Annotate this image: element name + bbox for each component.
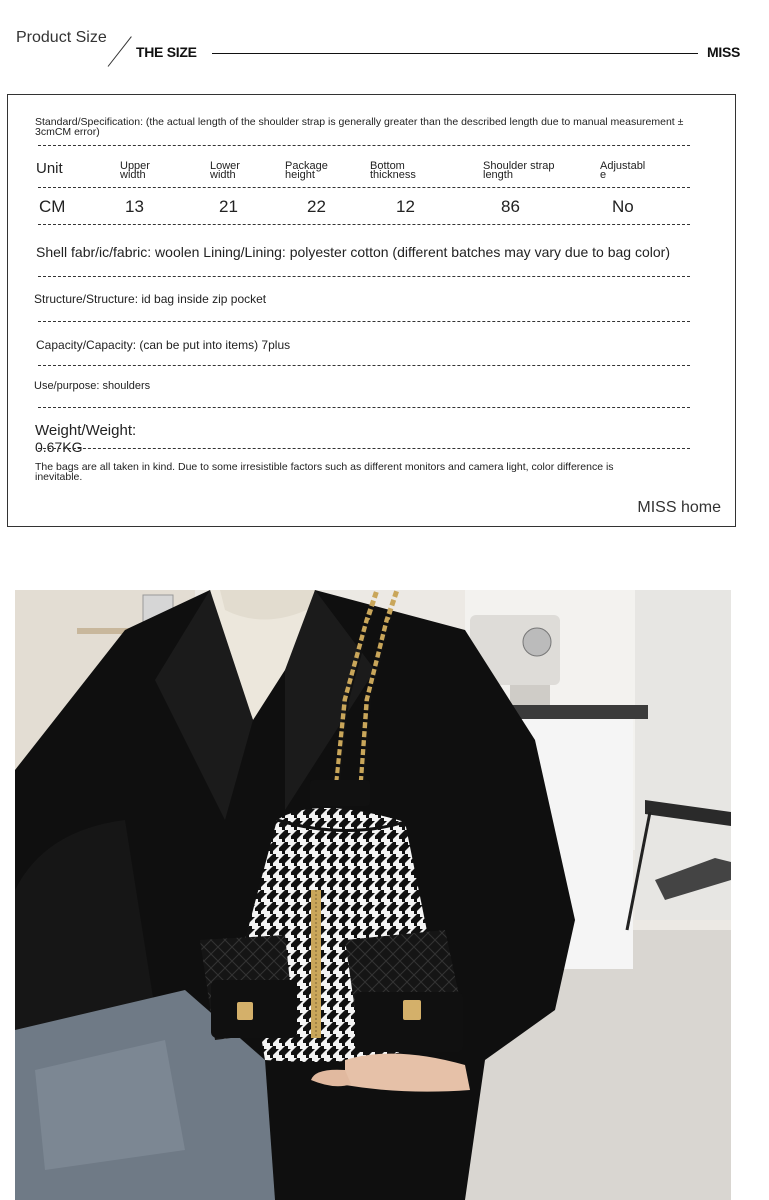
value-unit: CM	[39, 197, 66, 216]
column-lower-width: Lower width	[210, 160, 240, 181]
product-size-label: Product Size	[16, 29, 107, 46]
capacity-row: Capacity/Capacity: (can be put into items) 7plus	[36, 338, 291, 352]
header-slash	[108, 36, 132, 67]
fabric-row: Shell fabr/ic/fabric: woolen Lining/Lining: polyester cotton (different batches may vary due to bag color)	[36, 244, 670, 260]
product-photo	[15, 590, 731, 1200]
value-upper-width: 13	[125, 197, 144, 216]
header-divider	[212, 53, 698, 54]
divider	[38, 276, 690, 277]
value-package-height: 22	[307, 197, 326, 216]
divider	[38, 407, 690, 408]
value-adjustable: No	[612, 197, 634, 216]
column-upper-width: Upper width	[120, 160, 150, 181]
value-lower-width: 21	[219, 197, 238, 216]
product-photo-illustration	[15, 590, 731, 1200]
use-row: Use/purpose: shoulders	[34, 380, 151, 392]
structure-row: Structure/Structure: id bag inside zip pocket	[34, 292, 267, 306]
divider	[38, 321, 690, 322]
color-note: The bags are all taken in kind. Due to some irresistible factors such as different monitors and camera light, color difference is inevitable.	[35, 461, 614, 483]
divider	[38, 448, 690, 449]
column-package-height: Package height	[285, 160, 328, 181]
divider	[38, 187, 690, 188]
size-header	[0, 0, 769, 90]
weight-value: 0.67KG	[35, 439, 83, 455]
value-bottom-thickness: 12	[396, 197, 415, 216]
the-size-label: THE SIZE	[136, 44, 197, 60]
column-shoulder-strap-length: Shoulder strap length	[483, 160, 555, 181]
column-unit: Unit	[36, 160, 63, 177]
value-shoulder-strap-length: 86	[501, 197, 520, 216]
divider	[38, 365, 690, 366]
standard-note: Standard/Specification: (the actual length of the shoulder strap is generally greater than the described length due to manual measurement ± 3cmCM error)	[35, 116, 684, 138]
brand-signature: MISS home	[637, 499, 721, 516]
divider	[38, 145, 690, 146]
weight-label: Weight/Weight:	[35, 422, 137, 439]
miss-label: MISS	[707, 44, 741, 60]
divider	[38, 224, 690, 225]
column-adjustable: Adjustabl e	[600, 160, 646, 181]
spec-table	[7, 94, 736, 527]
column-bottom-thickness: Bottom thickness	[370, 160, 416, 181]
